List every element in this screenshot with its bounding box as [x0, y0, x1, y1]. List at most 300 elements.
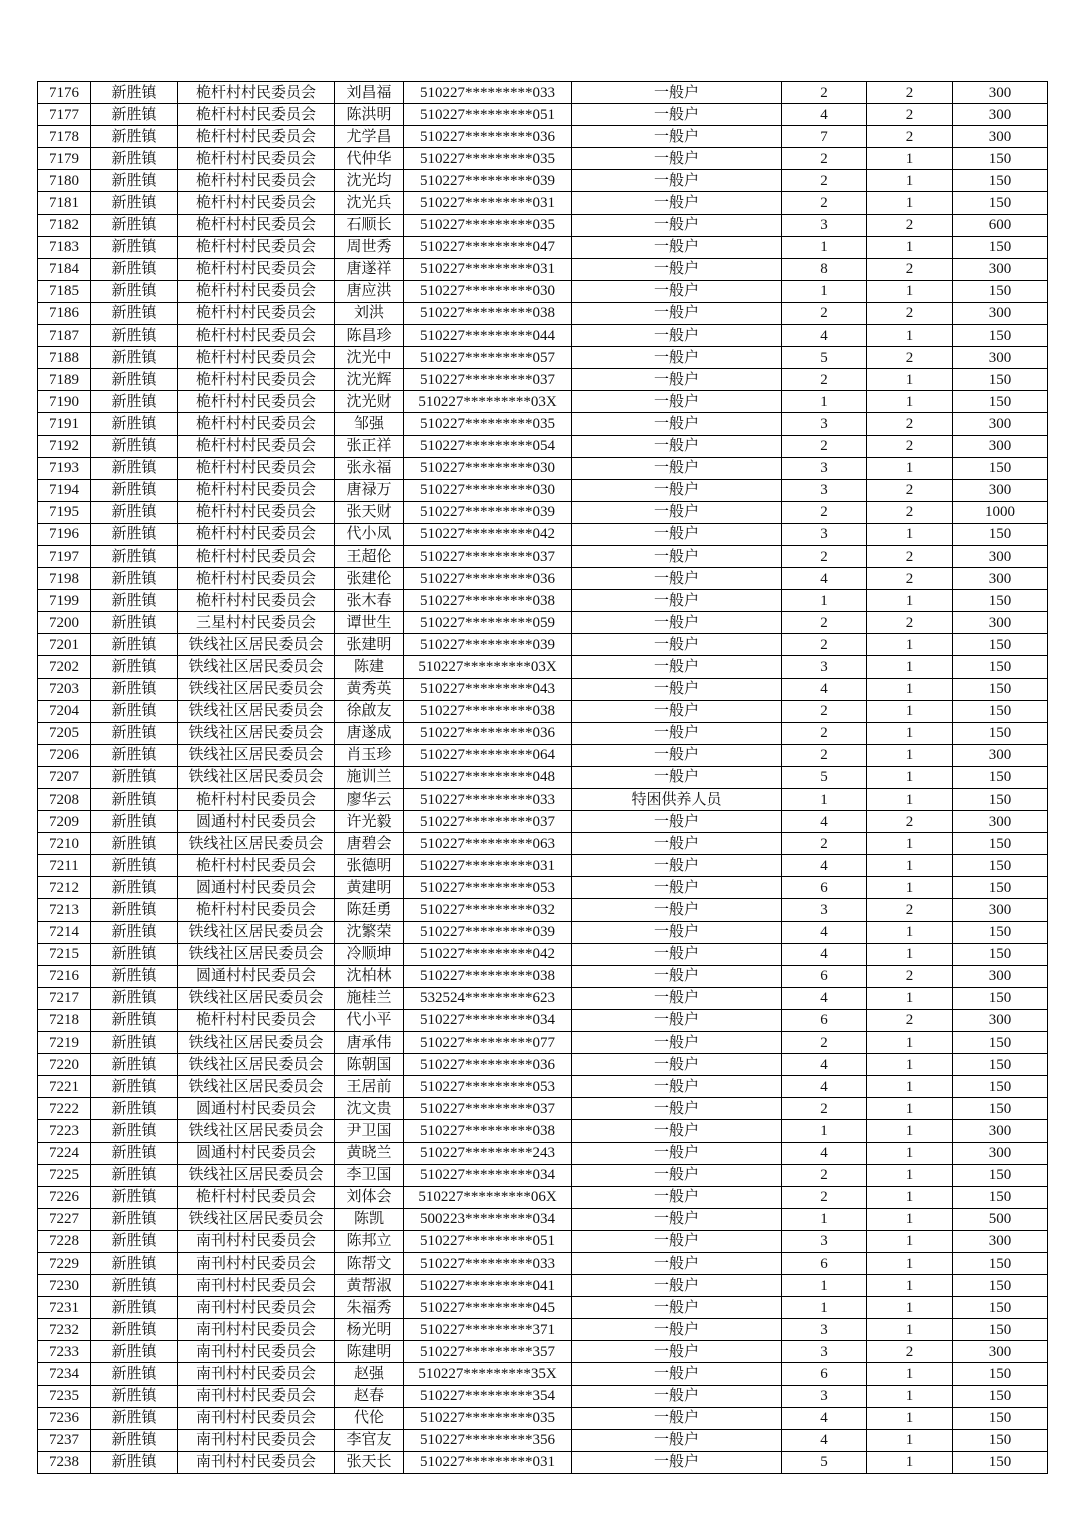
- household-type-cell: 一般户: [572, 877, 782, 899]
- town-cell: 新胜镇: [91, 1451, 178, 1473]
- amount-cell: 150: [953, 391, 1048, 413]
- household-size-cell: 2: [782, 634, 867, 656]
- id-number-cell: 510227*********043: [404, 678, 572, 700]
- household-size-cell: 2: [782, 833, 867, 855]
- aided-count-cell: 2: [867, 479, 953, 501]
- table-row: [38, 987, 1048, 1009]
- household-size-cell: 3: [782, 413, 867, 435]
- row-number-cell: 7233: [38, 1341, 91, 1363]
- amount-cell: 300: [953, 413, 1048, 435]
- household-size-cell: 2: [782, 302, 867, 324]
- town-cell: 新胜镇: [91, 1186, 178, 1208]
- amount-cell: 300: [953, 1230, 1048, 1252]
- id-number-cell: 510227*********059: [404, 612, 572, 634]
- table-row: [38, 921, 1048, 943]
- aided-count-cell: 2: [867, 104, 953, 126]
- name-cell: 沈柏林: [335, 965, 404, 987]
- committee-cell: 桅杆村村民委员会: [178, 302, 335, 324]
- household-type-cell: 一般户: [572, 656, 782, 678]
- name-cell: 沈文贵: [335, 1098, 404, 1120]
- table-row: [38, 722, 1048, 744]
- household-type-cell: 一般户: [572, 1054, 782, 1076]
- aided-count-cell: 2: [867, 612, 953, 634]
- id-number-cell: 510227*********032: [404, 899, 572, 921]
- household-type-cell: 一般户: [572, 1275, 782, 1297]
- household-type-cell: 一般户: [572, 590, 782, 612]
- row-number-cell: 7212: [38, 877, 91, 899]
- town-cell: 新胜镇: [91, 391, 178, 413]
- household-type-cell: 一般户: [572, 1164, 782, 1186]
- row-number-cell: 7180: [38, 170, 91, 192]
- household-type-cell: 一般户: [572, 148, 782, 170]
- amount-cell: 150: [953, 523, 1048, 545]
- committee-cell: 铁线社区居民委员会: [178, 1208, 335, 1230]
- row-number-cell: 7189: [38, 369, 91, 391]
- name-cell: 李官友: [335, 1429, 404, 1451]
- amount-cell: 150: [953, 590, 1048, 612]
- household-type-cell: 特困供养人员: [572, 789, 782, 811]
- id-number-cell: 510227*********051: [404, 104, 572, 126]
- aided-count-cell: 2: [867, 1341, 953, 1363]
- town-cell: 新胜镇: [91, 1275, 178, 1297]
- household-size-cell: 6: [782, 877, 867, 899]
- aided-count-cell: 2: [867, 899, 953, 921]
- id-number-cell: 510227*********031: [404, 855, 572, 877]
- row-number-cell: 7213: [38, 899, 91, 921]
- amount-cell: 150: [953, 1076, 1048, 1098]
- household-type-cell: 一般户: [572, 943, 782, 965]
- household-size-cell: 4: [782, 1076, 867, 1098]
- amount-cell: 150: [953, 1275, 1048, 1297]
- name-cell: 王超伦: [335, 545, 404, 567]
- name-cell: 张德明: [335, 855, 404, 877]
- id-number-cell: 510227*********036: [404, 126, 572, 148]
- household-size-cell: 4: [782, 678, 867, 700]
- amount-cell: 150: [953, 656, 1048, 678]
- committee-cell: 铁线社区居民委员会: [178, 766, 335, 788]
- id-number-cell: 510227*********031: [404, 1451, 572, 1473]
- table-row: [38, 943, 1048, 965]
- amount-cell: 150: [953, 369, 1048, 391]
- household-size-cell: 4: [782, 325, 867, 347]
- name-cell: 赵春: [335, 1385, 404, 1407]
- household-size-cell: 2: [782, 545, 867, 567]
- household-type-cell: 一般户: [572, 457, 782, 479]
- town-cell: 新胜镇: [91, 192, 178, 214]
- committee-cell: 桅杆村村民委员会: [178, 391, 335, 413]
- committee-cell: 铁线社区居民委员会: [178, 1032, 335, 1054]
- town-cell: 新胜镇: [91, 855, 178, 877]
- committee-cell: 圆通村村民委员会: [178, 811, 335, 833]
- household-size-cell: 4: [782, 811, 867, 833]
- table-row: [38, 877, 1048, 899]
- household-type-cell: 一般户: [572, 700, 782, 722]
- amount-cell: 300: [953, 258, 1048, 280]
- town-cell: 新胜镇: [91, 1363, 178, 1385]
- aided-count-cell: 2: [867, 82, 953, 104]
- table-row: [38, 1451, 1048, 1473]
- table-row: [38, 1341, 1048, 1363]
- amount-cell: 300: [953, 899, 1048, 921]
- row-number-cell: 7176: [38, 82, 91, 104]
- row-number-cell: 7231: [38, 1297, 91, 1319]
- household-size-cell: 1: [782, 1275, 867, 1297]
- household-size-cell: 1: [782, 391, 867, 413]
- household-type-cell: 一般户: [572, 325, 782, 347]
- name-cell: 朱福秀: [335, 1297, 404, 1319]
- household-type-cell: 一般户: [572, 965, 782, 987]
- household-type-cell: 一般户: [572, 744, 782, 766]
- committee-cell: 桅杆村村民委员会: [178, 192, 335, 214]
- name-cell: 黄帮淑: [335, 1275, 404, 1297]
- row-number-cell: 7225: [38, 1164, 91, 1186]
- row-number-cell: 7196: [38, 523, 91, 545]
- table-row: [38, 833, 1048, 855]
- town-cell: 新胜镇: [91, 457, 178, 479]
- table-row: [38, 523, 1048, 545]
- id-number-cell: 510227*********039: [404, 634, 572, 656]
- committee-cell: 桅杆村村民委员会: [178, 899, 335, 921]
- row-number-cell: 7237: [38, 1429, 91, 1451]
- household-type-cell: 一般户: [572, 369, 782, 391]
- id-number-cell: 510227*********033: [404, 789, 572, 811]
- id-number-cell: 532524*********623: [404, 987, 572, 1009]
- household-type-cell: 一般户: [572, 899, 782, 921]
- household-type-cell: 一般户: [572, 258, 782, 280]
- row-number-cell: 7230: [38, 1275, 91, 1297]
- table-row: [38, 1032, 1048, 1054]
- town-cell: 新胜镇: [91, 1032, 178, 1054]
- amount-cell: 150: [953, 789, 1048, 811]
- table-row: [38, 236, 1048, 258]
- aided-count-cell: 2: [867, 811, 953, 833]
- row-number-cell: 7235: [38, 1385, 91, 1407]
- aided-count-cell: 1: [867, 391, 953, 413]
- name-cell: 唐应洪: [335, 280, 404, 302]
- town-cell: 新胜镇: [91, 1341, 178, 1363]
- household-type-cell: 一般户: [572, 1098, 782, 1120]
- household-size-cell: 4: [782, 987, 867, 1009]
- household-size-cell: 2: [782, 1098, 867, 1120]
- aided-count-cell: 1: [867, 877, 953, 899]
- amount-cell: 150: [953, 1451, 1048, 1473]
- name-cell: 陈洪明: [335, 104, 404, 126]
- household-type-cell: 一般户: [572, 722, 782, 744]
- id-number-cell: 510227*********034: [404, 1009, 572, 1031]
- household-type-cell: 一般户: [572, 391, 782, 413]
- town-cell: 新胜镇: [91, 236, 178, 258]
- amount-cell: 600: [953, 214, 1048, 236]
- town-cell: 新胜镇: [91, 104, 178, 126]
- committee-cell: 桅杆村村民委员会: [178, 523, 335, 545]
- household-type-cell: 一般户: [572, 1252, 782, 1274]
- name-cell: 陈建: [335, 656, 404, 678]
- committee-cell: 桅杆村村民委员会: [178, 236, 335, 258]
- row-number-cell: 7188: [38, 347, 91, 369]
- name-cell: 沈繁荣: [335, 921, 404, 943]
- row-number-cell: 7227: [38, 1208, 91, 1230]
- aided-count-cell: 1: [867, 700, 953, 722]
- amount-cell: 150: [953, 678, 1048, 700]
- id-number-cell: 510227*********03X: [404, 656, 572, 678]
- committee-cell: 桅杆村村民委员会: [178, 545, 335, 567]
- household-size-cell: 1: [782, 1297, 867, 1319]
- amount-cell: 300: [953, 302, 1048, 324]
- committee-cell: 铁线社区居民委员会: [178, 700, 335, 722]
- name-cell: 徐啟友: [335, 700, 404, 722]
- town-cell: 新胜镇: [91, 700, 178, 722]
- household-type-cell: 一般户: [572, 413, 782, 435]
- table-row: [38, 1385, 1048, 1407]
- name-cell: 沈光均: [335, 170, 404, 192]
- committee-cell: 圆通村村民委员会: [178, 877, 335, 899]
- row-number-cell: 7228: [38, 1230, 91, 1252]
- household-type-cell: 一般户: [572, 1341, 782, 1363]
- aided-count-cell: 1: [867, 943, 953, 965]
- name-cell: 唐碧会: [335, 833, 404, 855]
- town-cell: 新胜镇: [91, 1429, 178, 1451]
- amount-cell: 300: [953, 1142, 1048, 1164]
- row-number-cell: 7236: [38, 1407, 91, 1429]
- committee-cell: 桅杆村村民委员会: [178, 258, 335, 280]
- id-number-cell: 510227*********063: [404, 833, 572, 855]
- name-cell: 代伦: [335, 1407, 404, 1429]
- town-cell: 新胜镇: [91, 1407, 178, 1429]
- town-cell: 新胜镇: [91, 590, 178, 612]
- household-type-cell: 一般户: [572, 104, 782, 126]
- household-type-cell: 一般户: [572, 280, 782, 302]
- household-size-cell: 2: [782, 170, 867, 192]
- aided-count-cell: 1: [867, 1208, 953, 1230]
- aided-count-cell: 1: [867, 1076, 953, 1098]
- amount-cell: 150: [953, 1164, 1048, 1186]
- id-number-cell: 510227*********35X: [404, 1363, 572, 1385]
- table-row: [38, 899, 1048, 921]
- amount-cell: 150: [953, 148, 1048, 170]
- amount-cell: 150: [953, 170, 1048, 192]
- amount-cell: 300: [953, 965, 1048, 987]
- id-number-cell: 500223*********034: [404, 1208, 572, 1230]
- table-row: [38, 811, 1048, 833]
- name-cell: 张永福: [335, 457, 404, 479]
- amount-cell: 150: [953, 1319, 1048, 1341]
- committee-cell: 桅杆村村民委员会: [178, 126, 335, 148]
- committee-cell: 铁线社区居民委员会: [178, 921, 335, 943]
- committee-cell: 三星村村民委员会: [178, 612, 335, 634]
- row-number-cell: 7229: [38, 1252, 91, 1274]
- amount-cell: 150: [953, 700, 1048, 722]
- id-number-cell: 510227*********044: [404, 325, 572, 347]
- aided-count-cell: 1: [867, 280, 953, 302]
- town-cell: 新胜镇: [91, 612, 178, 634]
- amount-cell: 150: [953, 877, 1048, 899]
- table-row: [38, 1208, 1048, 1230]
- household-type-cell: 一般户: [572, 1076, 782, 1098]
- id-number-cell: 510227*********037: [404, 811, 572, 833]
- aided-count-cell: 1: [867, 1275, 953, 1297]
- committee-cell: 铁线社区居民委员会: [178, 678, 335, 700]
- id-number-cell: 510227*********045: [404, 1297, 572, 1319]
- id-number-cell: 510227*********047: [404, 236, 572, 258]
- aided-count-cell: 1: [867, 656, 953, 678]
- id-number-cell: 510227*********06X: [404, 1186, 572, 1208]
- household-type-cell: 一般户: [572, 214, 782, 236]
- household-type-cell: 一般户: [572, 236, 782, 258]
- name-cell: 代仲华: [335, 148, 404, 170]
- town-cell: 新胜镇: [91, 413, 178, 435]
- amount-cell: 300: [953, 126, 1048, 148]
- id-number-cell: 510227*********064: [404, 744, 572, 766]
- table-row: [38, 501, 1048, 523]
- name-cell: 施桂兰: [335, 987, 404, 1009]
- household-size-cell: 3: [782, 523, 867, 545]
- amount-cell: 150: [953, 1385, 1048, 1407]
- table-row: [38, 700, 1048, 722]
- name-cell: 石顺长: [335, 214, 404, 236]
- committee-cell: 南刊村村民委员会: [178, 1407, 335, 1429]
- committee-cell: 南刊村村民委员会: [178, 1363, 335, 1385]
- household-type-cell: 一般户: [572, 1230, 782, 1252]
- aided-count-cell: 1: [867, 1319, 953, 1341]
- row-number-cell: 7222: [38, 1098, 91, 1120]
- row-number-cell: 7204: [38, 700, 91, 722]
- name-cell: 王居前: [335, 1076, 404, 1098]
- household-type-cell: 一般户: [572, 1451, 782, 1473]
- row-number-cell: 7192: [38, 435, 91, 457]
- household-size-cell: 3: [782, 1230, 867, 1252]
- name-cell: 许光毅: [335, 811, 404, 833]
- committee-cell: 桅杆村村民委员会: [178, 413, 335, 435]
- table-row: [38, 192, 1048, 214]
- household-size-cell: 6: [782, 1363, 867, 1385]
- table-row: [38, 435, 1048, 457]
- row-number-cell: 7210: [38, 833, 91, 855]
- amount-cell: 300: [953, 435, 1048, 457]
- town-cell: 新胜镇: [91, 1076, 178, 1098]
- table-row: [38, 634, 1048, 656]
- town-cell: 新胜镇: [91, 1319, 178, 1341]
- name-cell: 廖华云: [335, 789, 404, 811]
- table-row: [38, 479, 1048, 501]
- town-cell: 新胜镇: [91, 347, 178, 369]
- amount-cell: 150: [953, 1054, 1048, 1076]
- id-number-cell: 510227*********037: [404, 1098, 572, 1120]
- table-row: [38, 1319, 1048, 1341]
- committee-cell: 铁线社区居民委员会: [178, 833, 335, 855]
- aided-count-cell: 1: [867, 1164, 953, 1186]
- household-size-cell: 4: [782, 855, 867, 877]
- amount-cell: 300: [953, 545, 1048, 567]
- household-type-cell: 一般户: [572, 568, 782, 590]
- name-cell: 陈昌珍: [335, 325, 404, 347]
- id-number-cell: 510227*********042: [404, 523, 572, 545]
- household-size-cell: 1: [782, 280, 867, 302]
- committee-cell: 桅杆村村民委员会: [178, 104, 335, 126]
- household-type-cell: 一般户: [572, 1363, 782, 1385]
- town-cell: 新胜镇: [91, 170, 178, 192]
- id-number-cell: 510227*********035: [404, 148, 572, 170]
- town-cell: 新胜镇: [91, 1054, 178, 1076]
- household-type-cell: 一般户: [572, 1385, 782, 1407]
- committee-cell: 铁线社区居民委员会: [178, 634, 335, 656]
- amount-cell: 150: [953, 1429, 1048, 1451]
- town-cell: 新胜镇: [91, 302, 178, 324]
- household-type-cell: 一般户: [572, 1142, 782, 1164]
- town-cell: 新胜镇: [91, 1385, 178, 1407]
- town-cell: 新胜镇: [91, 82, 178, 104]
- town-cell: 新胜镇: [91, 656, 178, 678]
- committee-cell: 桅杆村村民委员会: [178, 148, 335, 170]
- amount-cell: 300: [953, 1009, 1048, 1031]
- table-row: [38, 1275, 1048, 1297]
- household-type-cell: 一般户: [572, 82, 782, 104]
- amount-cell: 300: [953, 1341, 1048, 1363]
- amount-cell: 150: [953, 1186, 1048, 1208]
- table-row: [38, 678, 1048, 700]
- table-row: [38, 590, 1048, 612]
- household-size-cell: 2: [782, 700, 867, 722]
- amount-cell: 300: [953, 479, 1048, 501]
- aided-count-cell: 1: [867, 921, 953, 943]
- amount-cell: 300: [953, 612, 1048, 634]
- aided-count-cell: 2: [867, 435, 953, 457]
- household-size-cell: 6: [782, 1252, 867, 1274]
- amount-cell: 150: [953, 833, 1048, 855]
- household-type-cell: 一般户: [572, 479, 782, 501]
- amount-cell: 150: [953, 325, 1048, 347]
- row-number-cell: 7201: [38, 634, 91, 656]
- committee-cell: 桅杆村村民委员会: [178, 1186, 335, 1208]
- household-type-cell: 一般户: [572, 1009, 782, 1031]
- name-cell: 周世秀: [335, 236, 404, 258]
- table-row: [38, 1297, 1048, 1319]
- row-number-cell: 7194: [38, 479, 91, 501]
- row-number-cell: 7178: [38, 126, 91, 148]
- table-row: [38, 855, 1048, 877]
- table-row: [38, 568, 1048, 590]
- household-type-cell: 一般户: [572, 545, 782, 567]
- town-cell: 新胜镇: [91, 435, 178, 457]
- aided-count-cell: 1: [867, 744, 953, 766]
- id-number-cell: 510227*********035: [404, 214, 572, 236]
- town-cell: 新胜镇: [91, 258, 178, 280]
- committee-cell: 南刊村村民委员会: [178, 1341, 335, 1363]
- id-number-cell: 510227*********041: [404, 1275, 572, 1297]
- name-cell: 沈光兵: [335, 192, 404, 214]
- committee-cell: 桅杆村村民委员会: [178, 568, 335, 590]
- row-number-cell: 7216: [38, 965, 91, 987]
- amount-cell: 150: [953, 1252, 1048, 1274]
- household-size-cell: 8: [782, 258, 867, 280]
- table-row: [38, 148, 1048, 170]
- aided-count-cell: 1: [867, 148, 953, 170]
- id-number-cell: 510227*********048: [404, 766, 572, 788]
- table-row: [38, 170, 1048, 192]
- town-cell: 新胜镇: [91, 1142, 178, 1164]
- town-cell: 新胜镇: [91, 1120, 178, 1142]
- amount-cell: 150: [953, 1032, 1048, 1054]
- amount-cell: 150: [953, 943, 1048, 965]
- amount-cell: 150: [953, 855, 1048, 877]
- row-number-cell: 7200: [38, 612, 91, 634]
- id-number-cell: 510227*********042: [404, 943, 572, 965]
- name-cell: 肖玉珍: [335, 744, 404, 766]
- id-number-cell: 510227*********036: [404, 722, 572, 744]
- row-number-cell: 7219: [38, 1032, 91, 1054]
- name-cell: 黄晓兰: [335, 1142, 404, 1164]
- name-cell: 刘洪: [335, 302, 404, 324]
- row-number-cell: 7209: [38, 811, 91, 833]
